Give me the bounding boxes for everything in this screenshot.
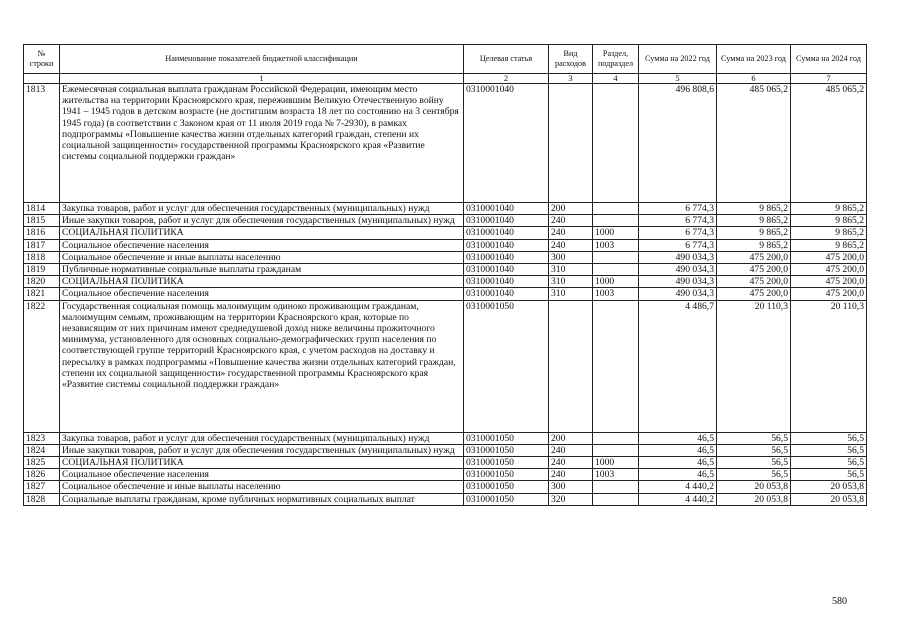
- column-number: 7: [791, 74, 867, 84]
- table-row: [24, 469, 867, 481]
- row-section: [593, 251, 639, 263]
- row-section: [593, 203, 639, 215]
- header-row: [24, 45, 867, 74]
- row-sum-2023: 475 200,0: [717, 276, 791, 288]
- row-expense-type: 240: [549, 215, 593, 227]
- row-number: 1821: [24, 288, 60, 300]
- row-sum-2024: 9 865,2: [791, 203, 867, 215]
- row-target-article: 0310001040: [464, 264, 549, 276]
- row-sum-2024: 9 865,2: [791, 215, 867, 227]
- row-sum-2022: 490 034,3: [639, 264, 717, 276]
- row-sum-2023: 9 865,2: [717, 215, 791, 227]
- row-sum-2022: 6 774,3: [639, 203, 717, 215]
- row-sum-2023: 20 110,3: [717, 300, 791, 432]
- table-row: [24, 203, 867, 215]
- row-number: 1828: [24, 493, 60, 505]
- row-section: [593, 264, 639, 276]
- row-target-article: 0310001040: [464, 84, 549, 203]
- row-sum-2023: 56,5: [717, 457, 791, 469]
- table-row: [24, 251, 867, 263]
- row-target-article: 0310001040: [464, 227, 549, 239]
- row-sum-2023: 9 865,2: [717, 239, 791, 251]
- row-sum-2024: 56,5: [791, 444, 867, 456]
- row-name: Социальное обеспечение и иные выплаты населению: [60, 251, 464, 263]
- row-sum-2023: 56,5: [717, 432, 791, 444]
- column-number: 6: [717, 74, 791, 84]
- row-target-article: 0310001050: [464, 457, 549, 469]
- row-target-article: 0310001040: [464, 215, 549, 227]
- header-row-number: № строки: [24, 45, 60, 74]
- row-target-article: 0310001050: [464, 493, 549, 505]
- table-row: [24, 276, 867, 288]
- row-sum-2023: 56,5: [717, 444, 791, 456]
- row-sum-2022: 46,5: [639, 444, 717, 456]
- column-number: 3: [549, 74, 593, 84]
- header-sum-2022: Сумма на 2022 год: [639, 45, 717, 74]
- page-number: 580: [832, 596, 847, 607]
- row-section: 1000: [593, 457, 639, 469]
- row-name: Закупка товаров, работ и услуг для обеспечения государственных (муниципальных) нужд: [60, 203, 464, 215]
- row-expense-type: 240: [549, 469, 593, 481]
- row-sum-2023: 475 200,0: [717, 288, 791, 300]
- budget-table: [23, 44, 867, 506]
- row-number: 1814: [24, 203, 60, 215]
- table-row: [24, 84, 867, 203]
- row-expense-type: 310: [549, 264, 593, 276]
- row-name: Иные закупки товаров, работ и услуг для обеспечения государственных (муниципальных) нужд: [60, 215, 464, 227]
- row-expense-type: 200: [549, 203, 593, 215]
- row-sum-2024: 56,5: [791, 432, 867, 444]
- row-sum-2022: 4 440,2: [639, 481, 717, 493]
- header-indicator-name: Наименование показателей бюджетной классификации: [60, 45, 464, 74]
- row-target-article: 0310001050: [464, 481, 549, 493]
- header-sum-2024: Сумма на 2024 год: [791, 45, 867, 74]
- row-sum-2024: 20 053,8: [791, 481, 867, 493]
- row-expense-type: [549, 84, 593, 203]
- row-sum-2023: 56,5: [717, 469, 791, 481]
- column-number: 4: [593, 74, 639, 84]
- row-target-article: 0310001040: [464, 288, 549, 300]
- header-sum-2023: Сумма на 2023 год: [717, 45, 791, 74]
- row-section: [593, 432, 639, 444]
- row-sum-2024: 20 053,8: [791, 493, 867, 505]
- table-row: [24, 227, 867, 239]
- row-section: 1000: [593, 227, 639, 239]
- row-sum-2023: 9 865,2: [717, 227, 791, 239]
- row-expense-type: [549, 300, 593, 432]
- column-number: 5: [639, 74, 717, 84]
- table-row: [24, 493, 867, 505]
- row-sum-2024: 475 200,0: [791, 251, 867, 263]
- row-number: 1827: [24, 481, 60, 493]
- row-expense-type: 310: [549, 288, 593, 300]
- row-section: [593, 215, 639, 227]
- row-expense-type: 200: [549, 432, 593, 444]
- row-sum-2023: 475 200,0: [717, 264, 791, 276]
- table-row: [24, 481, 867, 493]
- row-expense-type: 240: [549, 444, 593, 456]
- table-row: [24, 457, 867, 469]
- row-number: 1824: [24, 444, 60, 456]
- row-number: 1822: [24, 300, 60, 432]
- row-section: 1003: [593, 469, 639, 481]
- row-name: СОЦИАЛЬНАЯ ПОЛИТИКА: [60, 227, 464, 239]
- row-sum-2023: 20 053,8: [717, 493, 791, 505]
- row-target-article: 0310001040: [464, 251, 549, 263]
- row-sum-2024: 475 200,0: [791, 264, 867, 276]
- row-sum-2023: 20 053,8: [717, 481, 791, 493]
- row-number: 1818: [24, 251, 60, 263]
- row-sum-2022: 6 774,3: [639, 227, 717, 239]
- table-body: [24, 84, 867, 506]
- row-expense-type: 310: [549, 276, 593, 288]
- row-section: [593, 300, 639, 432]
- row-section: 1003: [593, 239, 639, 251]
- column-number: 2: [464, 74, 549, 84]
- row-sum-2023: 485 065,2: [717, 84, 791, 203]
- row-name: Ежемесячная социальная выплата гражданам Российской Федерации, имеющим место жительства на территории Красноярского края, пережившим Великую Отечественную войну 1941 – 1945 годов в детском возрасте (не достигшим возраста 18 лет по состоянию на 3 сентября 1945 года) (в соответствии с Законом края от 11 июля 2019 года № 7-2930), в рамках подпрограммы «Повышение качества жизни отдельных категорий граждан, степени их социальной защищенности» государственной программы Красноярского края «Развитие системы социальной поддержки граждан»: [60, 84, 464, 203]
- row-name: СОЦИАЛЬНАЯ ПОЛИТИКА: [60, 457, 464, 469]
- row-name: Социальное обеспечение населения: [60, 469, 464, 481]
- row-expense-type: 300: [549, 481, 593, 493]
- row-sum-2023: 475 200,0: [717, 251, 791, 263]
- row-sum-2022: 490 034,3: [639, 251, 717, 263]
- row-name: Государственная социальная помощь малоимущим одиноко проживающим гражданам, малоимущим семьям, проживающим на территории Красноярского края, которые по независящим от них причинам имеют среднедушевой доход ниже величины прожиточного минимума, установленного для основных социально-демографических групп населения по соответствующей группе территорий Красноярского края, с учетом расходов на доставку и пересылку в рамках подпрограммы «Повышение качества жизни отдельных категорий граждан, степени их социальной защищенности» государственной программы Красноярского края «Развитие системы социальной поддержки граждан»: [60, 300, 464, 432]
- row-section: 1000: [593, 276, 639, 288]
- row-name: Социальное обеспечение населения: [60, 239, 464, 251]
- row-name: Социальные выплаты гражданам, кроме публичных нормативных социальных выплат: [60, 493, 464, 505]
- row-expense-type: 300: [549, 251, 593, 263]
- row-number: 1813: [24, 84, 60, 203]
- row-name: Социальное обеспечение и иные выплаты населению: [60, 481, 464, 493]
- table-row: [24, 444, 867, 456]
- table-row: [24, 300, 867, 432]
- row-section: [593, 444, 639, 456]
- row-target-article: 0310001040: [464, 239, 549, 251]
- row-name: Закупка товаров, работ и услуг для обеспечения государственных (муниципальных) нужд: [60, 432, 464, 444]
- table-row: [24, 288, 867, 300]
- row-number: 1819: [24, 264, 60, 276]
- row-section: [593, 84, 639, 203]
- row-sum-2022: 46,5: [639, 469, 717, 481]
- row-sum-2024: 9 865,2: [791, 239, 867, 251]
- header-target-article: Целевая статья: [464, 45, 549, 74]
- row-sum-2022: 46,5: [639, 457, 717, 469]
- row-number: 1826: [24, 469, 60, 481]
- row-sum-2024: 20 110,3: [791, 300, 867, 432]
- table-row: [24, 239, 867, 251]
- row-expense-type: 320: [549, 493, 593, 505]
- row-number: 1825: [24, 457, 60, 469]
- row-expense-type: 240: [549, 457, 593, 469]
- row-expense-type: 240: [549, 227, 593, 239]
- table-row: [24, 215, 867, 227]
- row-sum-2022: 496 808,6: [639, 84, 717, 203]
- row-sum-2024: 56,5: [791, 469, 867, 481]
- row-number: 1823: [24, 432, 60, 444]
- row-sum-2024: 475 200,0: [791, 288, 867, 300]
- row-name: Социальное обеспечение населения: [60, 288, 464, 300]
- column-number: 1: [60, 74, 464, 84]
- row-sum-2022: 490 034,3: [639, 288, 717, 300]
- row-sum-2022: 4 440,2: [639, 493, 717, 505]
- row-target-article: 0310001050: [464, 444, 549, 456]
- row-name: СОЦИАЛЬНАЯ ПОЛИТИКА: [60, 276, 464, 288]
- row-sum-2022: 6 774,3: [639, 239, 717, 251]
- row-name: Публичные нормативные социальные выплаты гражданам: [60, 264, 464, 276]
- row-sum-2024: 475 200,0: [791, 276, 867, 288]
- row-target-article: 0310001050: [464, 300, 549, 432]
- table-row: [24, 432, 867, 444]
- row-name: Иные закупки товаров, работ и услуг для обеспечения государственных (муниципальных) нужд: [60, 444, 464, 456]
- row-sum-2022: 490 034,3: [639, 276, 717, 288]
- row-target-article: 0310001040: [464, 276, 549, 288]
- table-row: [24, 264, 867, 276]
- row-sum-2024: 56,5: [791, 457, 867, 469]
- row-sum-2024: 485 065,2: [791, 84, 867, 203]
- row-section: [593, 493, 639, 505]
- row-sum-2022: 4 486,7: [639, 300, 717, 432]
- row-sum-2023: 9 865,2: [717, 203, 791, 215]
- column-number-blank: [24, 74, 60, 84]
- row-expense-type: 240: [549, 239, 593, 251]
- row-section: [593, 481, 639, 493]
- row-section: 1003: [593, 288, 639, 300]
- row-target-article: 0310001050: [464, 469, 549, 481]
- row-target-article: 0310001050: [464, 432, 549, 444]
- row-number: 1815: [24, 215, 60, 227]
- row-number: 1817: [24, 239, 60, 251]
- header-expense-type: Вид расходов: [549, 45, 593, 74]
- row-number: 1816: [24, 227, 60, 239]
- row-number: 1820: [24, 276, 60, 288]
- row-sum-2024: 9 865,2: [791, 227, 867, 239]
- column-number-row: [24, 74, 867, 84]
- header-section: Раздел, подраздел: [593, 45, 639, 74]
- row-sum-2022: 46,5: [639, 432, 717, 444]
- row-target-article: 0310001040: [464, 203, 549, 215]
- row-sum-2022: 6 774,3: [639, 215, 717, 227]
